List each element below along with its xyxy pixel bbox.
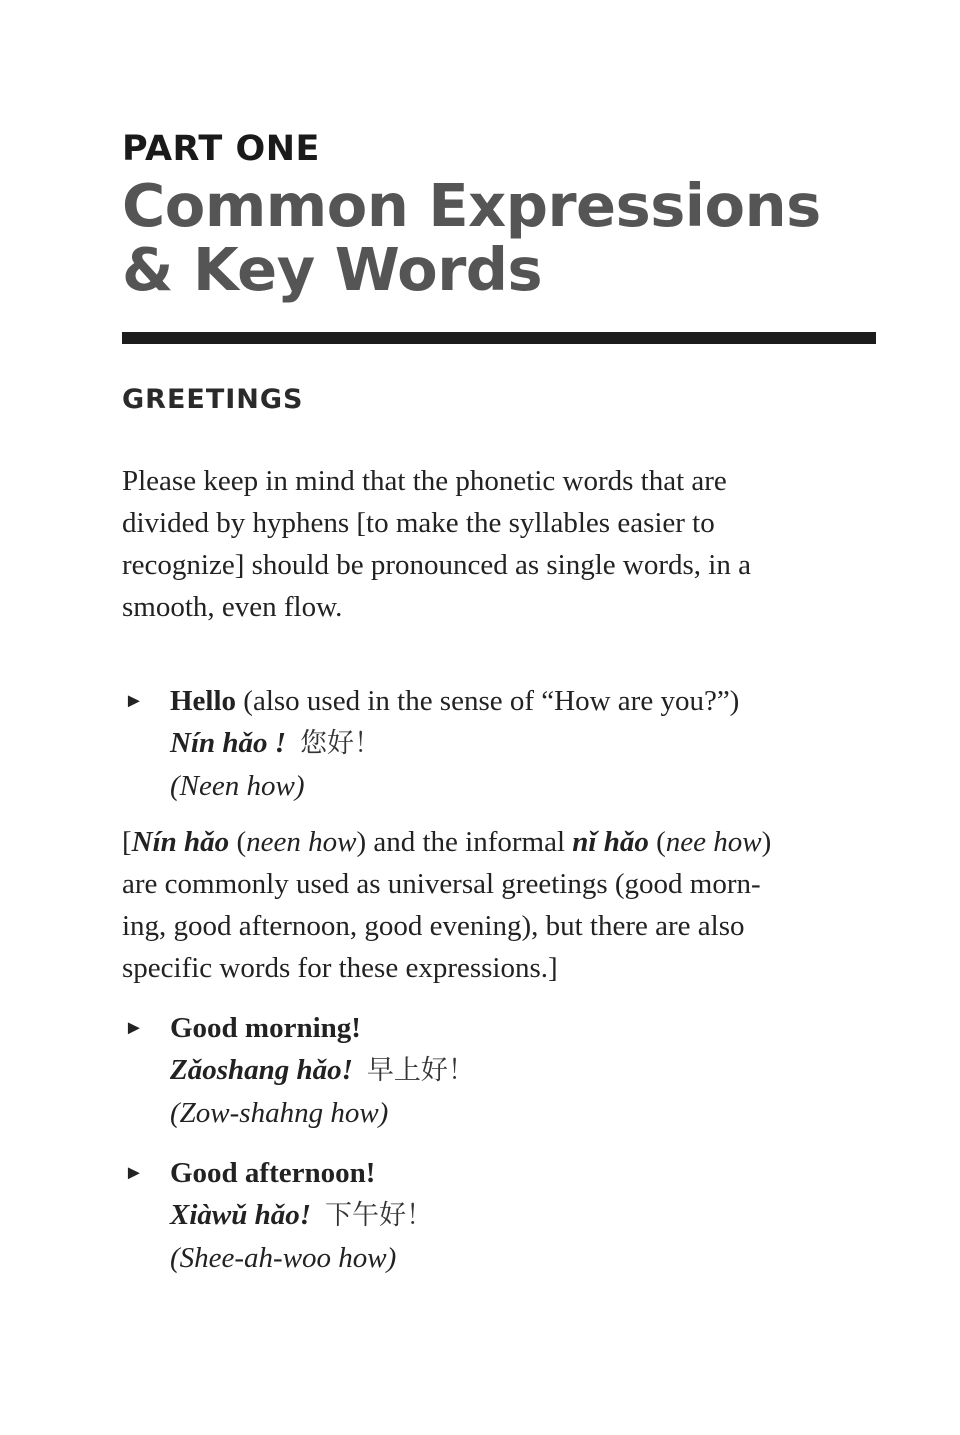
part-label: PART ONE — [122, 129, 320, 169]
english-phrase: Hello — [170, 685, 237, 717]
english-line — [170, 1152, 878, 1194]
intro-line: Please keep in mind that the phonetic words that are — [122, 465, 727, 497]
english-line — [170, 1007, 878, 1049]
phrase-entry-good-morning — [122, 1007, 878, 1134]
triangle-bullet-icon: ► — [124, 1017, 144, 1039]
english-line — [170, 680, 878, 722]
note-term-formal: Nín hǎo — [131, 826, 230, 858]
phonetic-text: (Shee-ah-woo how) — [170, 1242, 397, 1274]
chinese-line — [170, 722, 878, 765]
english-note: (also used in the sense of “How are you?”) — [236, 685, 740, 717]
hanzi-text: 早上好！ — [366, 1055, 475, 1086]
note-line: are commonly used as universal greetings (good morn- — [122, 868, 761, 900]
note-text: ) and the informal — [356, 826, 573, 858]
hanzi-text: 您好！ — [300, 728, 382, 759]
chapter-title-line-2: & Key Words — [122, 235, 543, 304]
intro-paragraph — [122, 460, 878, 628]
note-term-informal: nǐ hǎo — [572, 826, 649, 858]
intro-line: smooth, even flow. — [122, 591, 343, 623]
note-term-formal-phonetic: neen how — [246, 826, 357, 858]
triangle-bullet-icon: ► — [124, 1162, 144, 1184]
english-phrase: Good morning! — [170, 1012, 361, 1044]
note-line: specific words for these expressions.] — [122, 952, 558, 984]
chinese-line — [170, 1194, 878, 1237]
phonetic-text: (Neen how) — [170, 770, 305, 802]
page — [122, 128, 878, 1279]
pinyin-text: Xiàwǔ hǎo! — [170, 1199, 312, 1231]
note-term-informal-phonetic: nee how — [665, 826, 762, 858]
pinyin-text: Nín hǎo ! — [170, 727, 287, 759]
section-divider — [122, 332, 876, 344]
intro-line: recognize] should be pronounced as single words, in a — [122, 549, 751, 581]
note-line-1 — [122, 821, 878, 863]
section-heading: GREETINGS — [122, 384, 304, 415]
triangle-bullet-icon: ► — [124, 690, 144, 712]
intro-line: divided by hyphens [to make the syllables easier to — [122, 507, 715, 539]
chapter-title-line-1: Common Expressions — [122, 171, 821, 240]
hanzi-text: 下午好！ — [325, 1200, 434, 1231]
english-phrase: Good afternoon! — [170, 1157, 376, 1189]
chapter-title — [122, 171, 878, 304]
phonetic-text: (Zow-shahng how) — [170, 1097, 389, 1129]
note-line: ing, good afternoon, good evening), but there are also — [122, 910, 745, 942]
chinese-line — [170, 1049, 878, 1092]
phrase-entry-hello — [122, 680, 878, 807]
paren: ( — [229, 826, 247, 858]
paren: ) — [761, 826, 772, 858]
pinyin-text: Zǎoshang hǎo! — [170, 1054, 353, 1086]
paren: ( — [648, 826, 666, 858]
phrase-entry-good-afternoon — [122, 1152, 878, 1279]
usage-note — [122, 821, 878, 989]
bracket-open: [ — [122, 826, 132, 858]
